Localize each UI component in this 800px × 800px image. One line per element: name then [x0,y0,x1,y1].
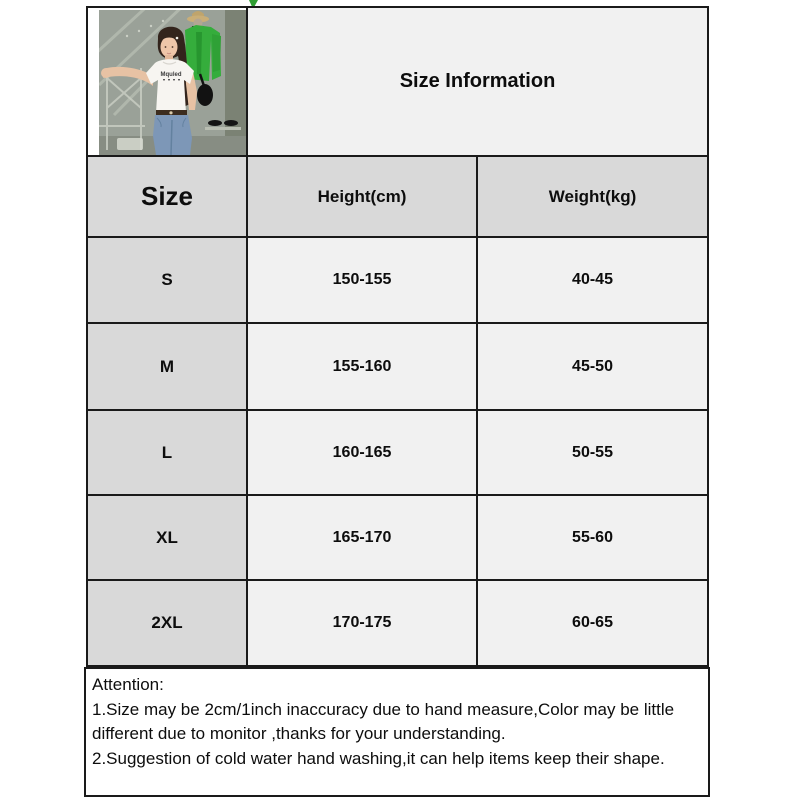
table-row-2xl [87,580,708,666]
height-value-m: 155-160 [247,323,477,410]
attention-box [84,667,710,797]
column-header-size: Size [87,156,247,237]
table-row-xl [87,495,708,580]
weight-value-2xl: 60-65 [477,580,708,666]
height-value-2xl: 170-175 [247,580,477,666]
product-photo [99,10,246,155]
size-label-m: M [87,323,247,410]
height-value-xl: 165-170 [247,495,477,580]
table-row-s [87,237,708,323]
size-label-s: S [87,237,247,323]
column-header-weight: Weight(kg) [477,156,708,237]
table-row-m [87,323,708,410]
column-header-height: Height(cm) [247,156,477,237]
product-photo-cell [87,7,247,156]
size-label-xl: XL [87,495,247,580]
table-header-row [87,156,708,237]
table-row-l [87,410,708,495]
size-label-2xl: 2XL [87,580,247,666]
attention-note-1: 1.Size may be 2cm/1inch inaccuracy due to hand measure,Color may be little different due to monitor ,thanks for your understanding. [92,699,675,743]
weight-value-l: 50-55 [477,410,708,495]
size-information-title: Size Information [247,7,708,156]
attention-note-2: 2.Suggestion of cold water hand washing,it can help items keep their shape. [92,748,665,768]
size-table [86,6,709,667]
weight-value-s: 40-45 [477,237,708,323]
weight-value-xl: 55-60 [477,495,708,580]
height-value-l: 160-165 [247,410,477,495]
tshirt-graphic-text: Mquled [160,72,182,78]
table-row-top [87,7,708,156]
attention-title: Attention: [92,675,164,694]
weight-value-m: 45-50 [477,323,708,410]
height-value-s: 150-155 [247,237,477,323]
size-label-l: L [87,410,247,495]
